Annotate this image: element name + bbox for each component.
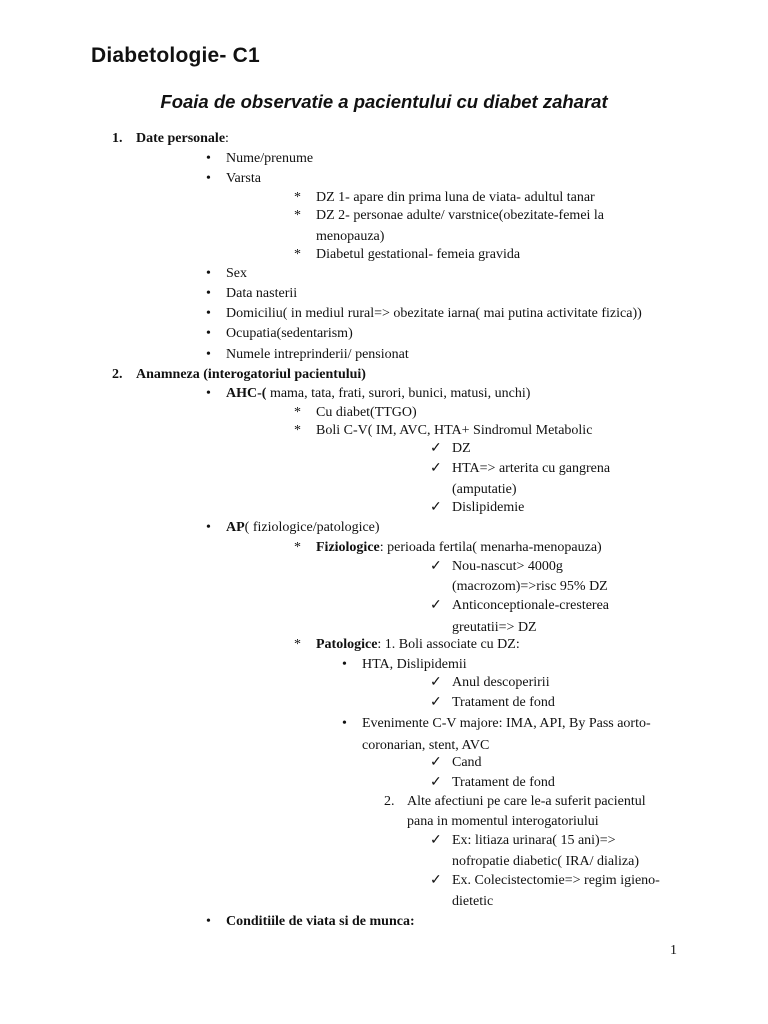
list-item: Data nasterii [226, 286, 298, 301]
list-item: Boli C-V( IM, AVC, HTA+ Sindromul Metabolic [316, 423, 593, 438]
list-item: Nume/prenume [226, 151, 314, 166]
patologice-text: : 1. Boli associate cu DZ: [377, 637, 520, 652]
section-2-number: 2. [112, 367, 123, 382]
list-item: Ex. Colecistectomie=> regim igieno- [452, 873, 660, 888]
bullet-marker: • [206, 520, 211, 535]
list-item: Nou-nascut> 4000g [452, 559, 563, 574]
list-item-continuation: menopauza) [316, 229, 385, 244]
page-subtitle: Foaia de observatie a pacientului cu diabet zaharat [160, 91, 608, 112]
check-marker: ✓ [430, 695, 442, 710]
list-item: Cu diabet(TTGO) [316, 405, 417, 420]
list-item: Tratament de fond [452, 775, 555, 790]
ap-label: AP [226, 520, 245, 535]
check-marker: ✓ [430, 441, 442, 456]
check-marker: ✓ [430, 755, 442, 770]
asterisk-marker: * [294, 247, 301, 262]
list-item: Anul descoperirii [452, 675, 550, 690]
bullet-marker: • [206, 347, 211, 362]
list-item: Anticonceptionale-cresterea [452, 598, 610, 613]
list-item-continuation: greutatii=> DZ [452, 620, 537, 635]
check-marker: ✓ [430, 873, 442, 888]
list-item: Numele intreprinderii/ pensionat [226, 347, 409, 362]
list-item-continuation: coronarian, stent, AVC [362, 738, 490, 753]
section-2-title: Anamneza (interogatoriul pacientului) [136, 367, 366, 382]
list-item: Dislipidemie [452, 500, 525, 515]
check-marker: ✓ [430, 833, 442, 848]
patologice-line [316, 636, 520, 654]
list-item-continuation: dietetic [452, 894, 494, 909]
bullet-marker: • [206, 326, 211, 341]
list-item: Tratament de fond [452, 695, 555, 710]
bullet-marker: • [342, 716, 347, 731]
bullet-marker: • [206, 171, 211, 186]
check-marker: ✓ [430, 500, 442, 515]
patologice-label: Patologice [316, 637, 378, 652]
list-item: DZ 2- personae adulte/ varstnice(obezitate-femei la [316, 208, 605, 223]
asterisk-marker: * [294, 637, 301, 652]
list-item-continuation: (amputatie) [452, 482, 517, 497]
list-item: Varsta [226, 171, 261, 186]
list-item-continuation: nofropatie diabetic( IRA/ dializa) [452, 854, 639, 869]
section-1-colon: : [225, 131, 229, 146]
list-item: HTA, Dislipidemii [362, 657, 467, 672]
bullet-marker: • [206, 286, 211, 301]
bullet-marker: • [206, 266, 211, 281]
ap-text: ( fiziologice/patologice) [244, 520, 380, 535]
list-item: Ex: litiaza urinara( 15 ani)=> [452, 833, 616, 848]
asterisk-marker: * [294, 405, 301, 420]
ap-line [226, 519, 380, 537]
page-number: 1 [670, 943, 677, 958]
ahc-line [226, 385, 530, 403]
section-1-title: Date personale [136, 131, 226, 146]
list-item: Ocupatia(sedentarism) [226, 326, 353, 341]
check-marker: ✓ [430, 461, 442, 476]
ahc-text: mama, tata, frati, surori, bunici, matusi, unchi) [266, 386, 531, 401]
list-number: 2. [384, 794, 395, 809]
list-item: Cand [452, 755, 482, 770]
list-item: HTA=> arterita cu gangrena [452, 461, 611, 476]
list-item: Conditiile de viata si de munca: [226, 914, 415, 929]
list-item: Evenimente C-V majore: IMA, API, By Pass aorto- [362, 716, 651, 731]
bullet-marker: • [206, 386, 211, 401]
asterisk-marker: * [294, 540, 301, 555]
list-item: DZ 1- apare din prima luna de viata- adultul tanar [316, 190, 595, 205]
bullet-marker: • [206, 306, 211, 321]
list-item: Alte afectiuni pe care le-a suferit pacientul [407, 794, 646, 809]
bullet-marker: • [206, 151, 211, 166]
list-item: Domiciliu( in mediul rural=> obezitate iarna( mai putina activitate fizica)) [226, 306, 642, 321]
check-marker: ✓ [430, 775, 442, 790]
bullet-marker: • [206, 914, 211, 929]
list-item: Diabetul gestational- femeia gravida [316, 247, 521, 262]
asterisk-marker: * [294, 190, 301, 205]
asterisk-marker: * [294, 423, 301, 438]
section-1-heading [136, 130, 229, 148]
check-marker: ✓ [430, 675, 442, 690]
fiziologice-label: Fiziologice [316, 540, 380, 555]
list-item-continuation: (macrozom)=>risc 95% DZ [452, 579, 608, 594]
check-marker: ✓ [430, 559, 442, 574]
asterisk-marker: * [294, 208, 301, 223]
list-item-continuation: pana in momentul interogatoriului [407, 814, 599, 829]
bullet-marker: • [342, 657, 347, 672]
fiziologice-text: : perioada fertila( menarha-menopauza) [379, 540, 602, 555]
fiziologice-line [316, 539, 602, 557]
page-title: Diabetologie- C1 [91, 44, 260, 67]
list-item: DZ [452, 441, 471, 456]
list-item: Sex [226, 266, 247, 281]
section-1-number: 1. [112, 131, 123, 146]
check-marker: ✓ [430, 598, 442, 613]
ahc-label: AHC-( [226, 386, 267, 401]
